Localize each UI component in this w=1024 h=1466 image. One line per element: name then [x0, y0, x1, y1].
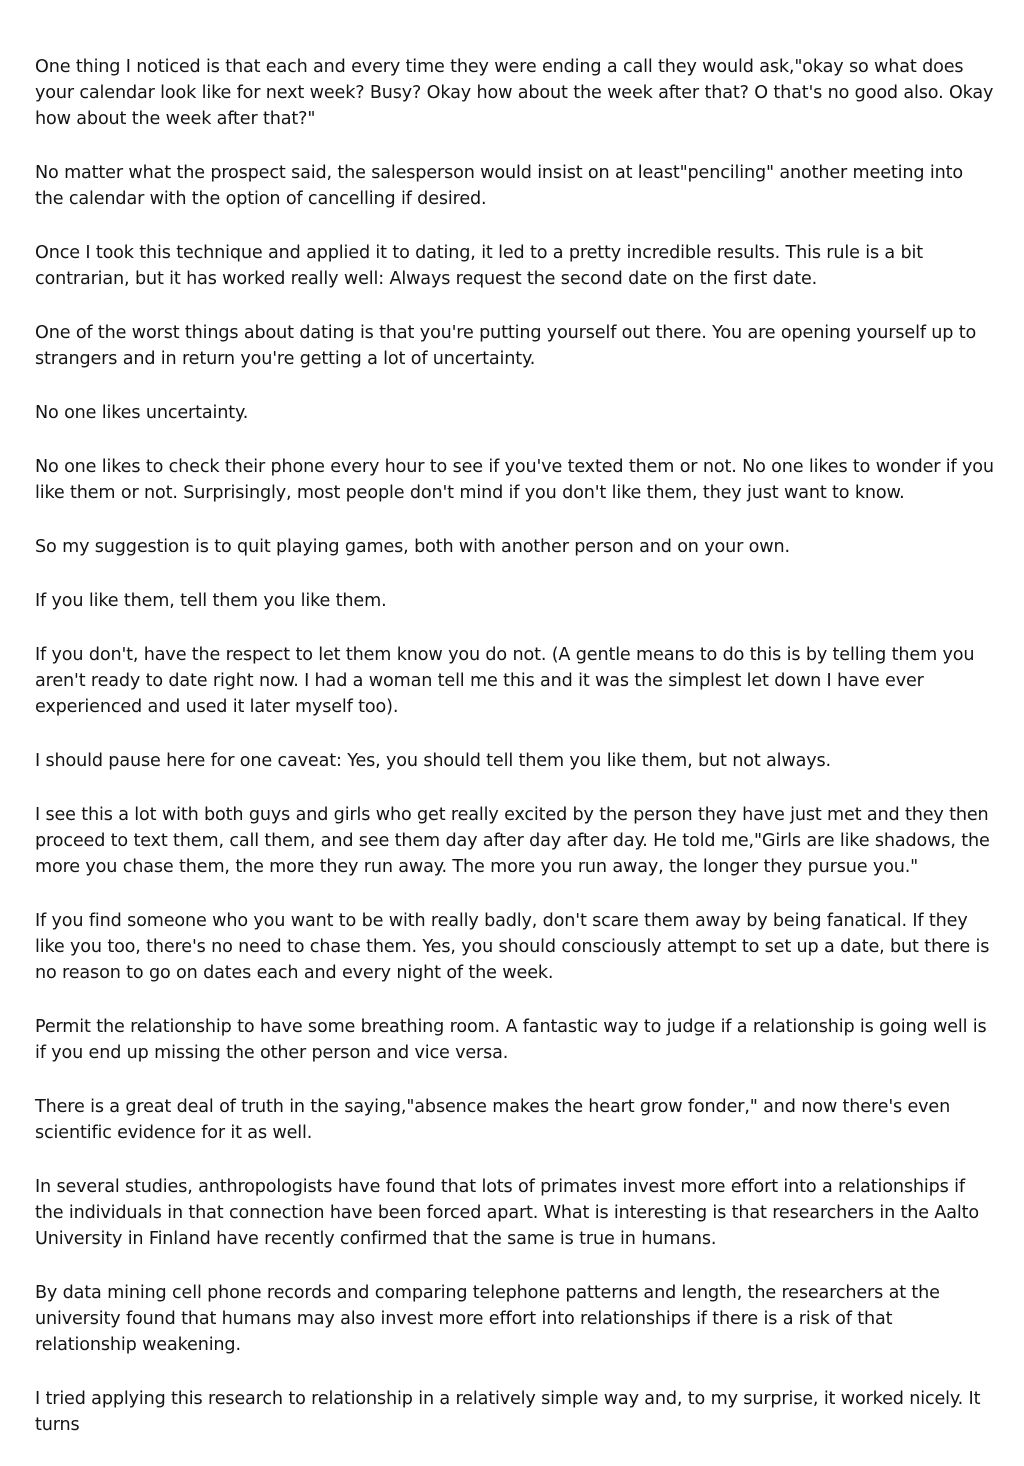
document-body: [35, 54, 995, 1466]
paragraph-16: By data mining cell phone records and comparing telephone patterns and length, the researchers at the university found that humans may also invest more effort into relationships if there is a risk of that relationship weakening.: [35, 1283, 940, 1355]
paragraph-4: One of the worst things about dating is that you're putting yourself out there. You are opening yourself up to strangers and in return you're getting a lot of uncertainty.: [35, 323, 977, 369]
paragraph-7: So my suggestion is to quit playing games, both with another person and on your own.: [35, 537, 790, 557]
paragraph-10: I should pause here for one caveat: Yes, you should tell them you like them, but not always.: [35, 751, 831, 771]
paragraph-12: If you find someone who you want to be with really badly, don't scare them away by being fanatical. If they like you too, there's no need to chase them. Yes, you should consciously attempt to set up a date, but there is no reason to go on dates each and every night of the week.: [35, 911, 990, 983]
paragraph-5: No one likes uncertainty.: [35, 403, 249, 423]
paragraph-1: One thing I noticed is that each and every time they were ending a call they would ask,"okay so what does your calendar look like for next week? Busy? Okay how about the week after that? O that's no good also. Okay how about the week after that?": [35, 57, 994, 129]
paragraph-13: Permit the relationship to have some breathing room. A fantastic way to judge if a relationship is going well is if you end up missing the other person and vice versa.: [35, 1017, 987, 1063]
paragraph-15: In several studies, anthropologists have found that lots of primates invest more effort into a relationships if the individuals in that connection have been forced apart. What is interesting is that researchers in the Aalto University in Finland have recently confirmed that the same is true in humans.: [35, 1177, 979, 1249]
paragraph-2: No matter what the prospect said, the salesperson would insist on at least"penciling" another meeting into the calendar with the option of cancelling if desired.: [35, 163, 963, 209]
paragraph-9: If you don't, have the respect to let them know you do not. (A gentle means to do this is by telling them you aren't ready to date right now. I had a woman tell me this and it was the simplest let down I have ever experienced and used it later myself too).: [35, 645, 975, 717]
paragraph-14: There is a great deal of truth in the saying,"absence makes the heart grow fonder," and now there's even scientific evidence for it as well.: [35, 1097, 951, 1143]
paragraph-3: Once I took this technique and applied it to dating, it led to a pretty incredible results. This rule is a bit contrarian, but it has worked really well: Always request the second date on the first date.: [35, 243, 924, 289]
paragraph-11: I see this a lot with both guys and girls who get really excited by the person they have just met and they then proceed to text them, call them, and see them day after day after day. He told me,"Girls are like shadows, the more you chase them, the more they run away. The more you run away, the longer they pursue you.": [35, 805, 990, 877]
paragraph-6: No one likes to check their phone every hour to see if you've texted them or not. No one likes to wonder if you like them or not. Surprisingly, most people don't mind if you don't like them, they just want to know.: [35, 457, 994, 503]
paragraph-17: I tried applying this research to relationship in a relatively simple way and, to my surprise, it worked nicely. It turns: [35, 1389, 981, 1435]
paragraph-8: If you like them, tell them you like them.: [35, 591, 387, 611]
